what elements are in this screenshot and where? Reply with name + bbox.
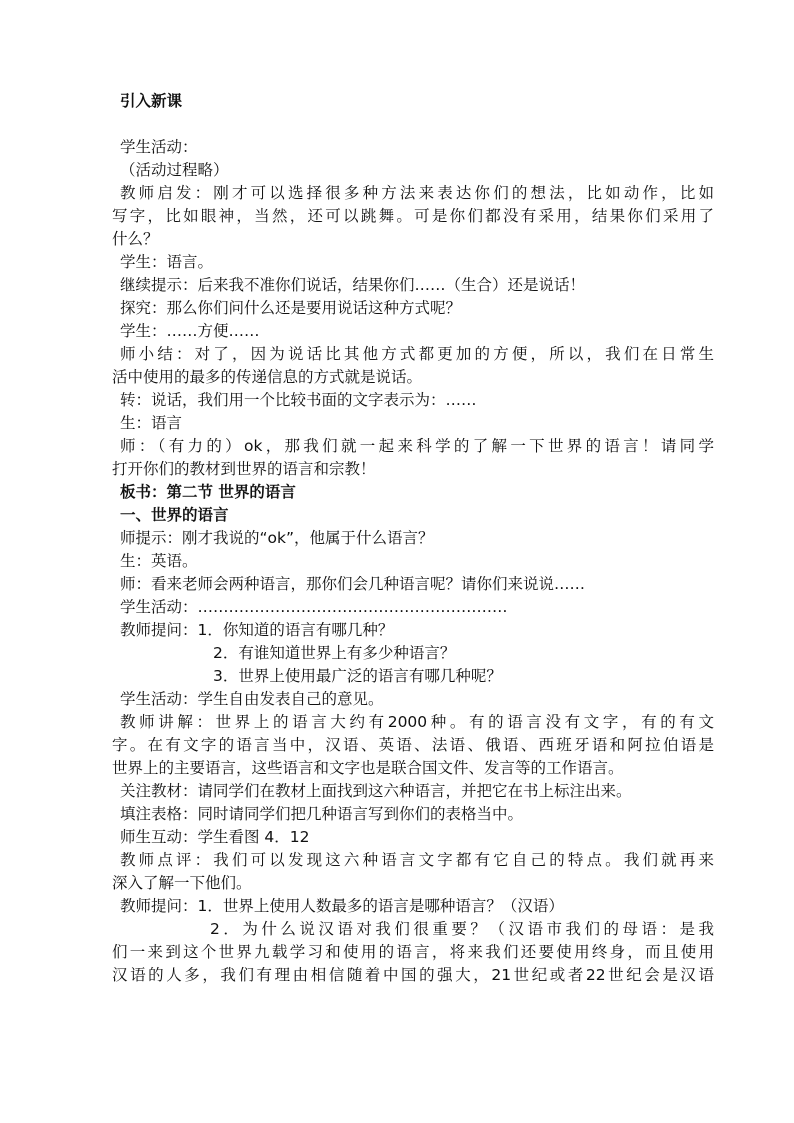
paragraph-line: 写字，比如眼神，当然，还可以跳舞。可是你们都没有采用，结果你们采用了 (112, 207, 714, 225)
paragraph-line: 继续提示：后来我不准你们说话，结果你们……（生合）还是说话！ (120, 276, 586, 294)
paragraph-line: （活动过程略） (120, 161, 229, 179)
paragraph-line: 深入了解一下他们。 (112, 874, 252, 892)
lesson-plan-body (112, 90, 714, 987)
question-line: 教师提问：1．世界上使用人数最多的语言是哪种语言？（汉语） (120, 897, 564, 915)
paragraph-line: 世界上的主要语言，这些语言和文字也是联合国文件、发言等的工作语言。 (112, 759, 624, 777)
paragraph-line: 学生：语言。 (120, 253, 214, 271)
paragraph-line: 学生活动： (120, 138, 198, 156)
question-line: 2．为什么说汉语对我们很重要？（汉语市我们的母语：是我 (210, 920, 714, 938)
question-line: 3．世界上使用最广泛的语言有哪几种呢？ (213, 667, 502, 685)
board-title: 板书：第二节 世界的语言 (120, 483, 296, 501)
paragraph-line: 转：说话，我们用一个比较书面的文字表示为：…… (120, 391, 477, 409)
paragraph-line: 什么？ (112, 230, 159, 248)
paragraph-line: 师生互动：学生看图 4．12 (120, 828, 310, 846)
paragraph-line: 师提示：刚才我说的“ok”，他属于什么语言？ (120, 529, 434, 547)
paragraph-line: 教师点评：我们可以发现这六种语言文字都有它自己的特点。我们就再来 (120, 851, 714, 869)
paragraph-line: 学生：……方便…… (120, 322, 260, 340)
subsection-heading: 一、世界的语言 (120, 506, 229, 524)
paragraph-line: 生：英语。 (120, 552, 198, 570)
question-line: 教师提问：1．你知道的语言有哪几种？ (120, 621, 394, 639)
paragraph-line: 汉语的人多，我们有理由相信随着中国的强大，21世纪或者22世纪会是汉语 (112, 966, 714, 984)
paragraph-line: 师小结：对了，因为说话比其他方式都更加的方便，所以，我们在日常生 (120, 345, 714, 363)
paragraph-line: 教师讲解：世界上的语言大约有2000种。有的语言没有文字，有的有文 (120, 713, 714, 731)
paragraph-line: 师：看来老师会两种语言，那你们会几种语言呢？请你们来说说…… (120, 575, 586, 593)
section-heading: 引入新课 (120, 92, 183, 110)
paragraph-line: 教师启发：刚才可以选择很多种方法来表达你们的想法，比如动作，比如 (120, 184, 714, 202)
question-line: 2．有谁知道世界上有多少种语言？ (213, 644, 456, 662)
paragraph-line: 们一来到这个世界九载学习和使用的语言，将来我们还要使用终身，而且使用 (112, 943, 714, 961)
paragraph-line: 填注表格：同时请同学们把几种语言写到你们的表格当中。 (120, 805, 524, 823)
paragraph-line: 学生活动：学生自由发表自己的意见。 (120, 690, 384, 708)
paragraph-line: 活中使用的最多的传递信息的方式就是说话。 (112, 368, 423, 386)
paragraph-line: 打开你们的教材到世界的语言和宗教！ (112, 460, 376, 478)
paragraph-line: 学生活动：…………………………………………………… (120, 598, 508, 616)
paragraph-line: 生：语言 (120, 414, 183, 432)
paragraph-line: 关注教材：请同学们在教材上面找到这六种语言，并把它在书上标注出来。 (120, 782, 632, 800)
blank-line (112, 113, 714, 136)
paragraph-line: 字。在有文字的语言当中，汉语、英语、法语、俄语、西班牙语和阿拉伯语是 (112, 736, 714, 754)
paragraph-line: 师：（有力的）ok，那我们就一起来科学的了解一下世界的语言！请同学 (120, 437, 714, 455)
paragraph-line: 探究：那么你们问什么还是要用说话这种方式呢？ (120, 299, 462, 317)
